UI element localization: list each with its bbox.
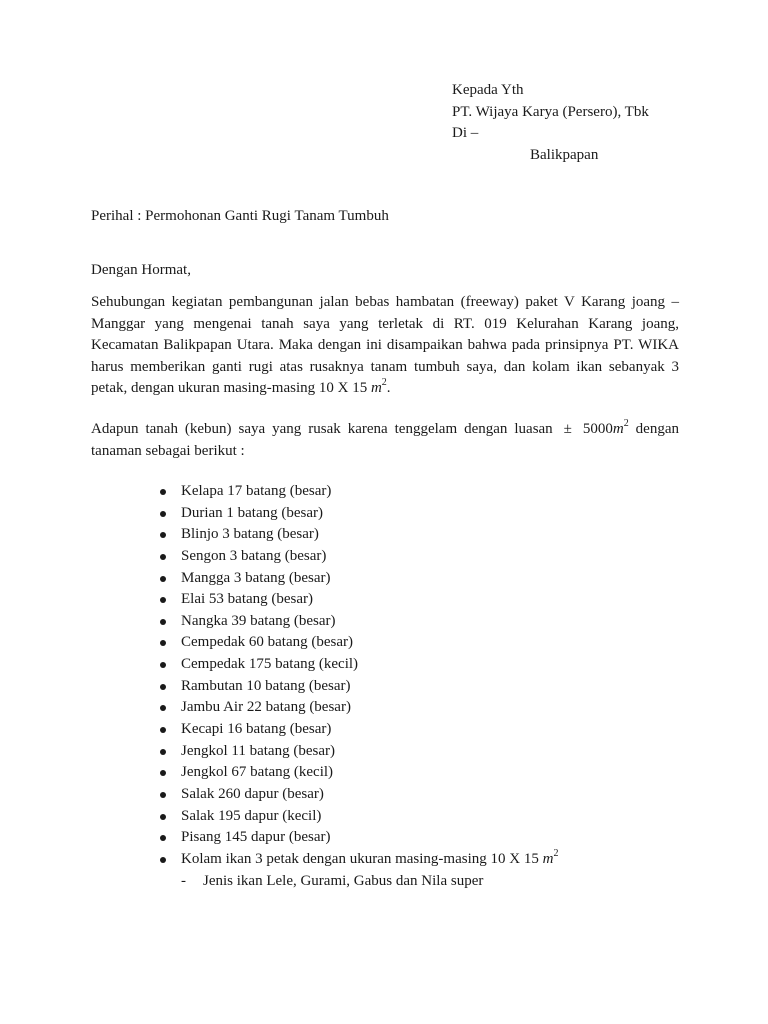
list-item-text: Cempedak 175 batang (kecil) — [181, 656, 359, 673]
list-item — [160, 589, 558, 611]
list-item-text: Pisang 145 dapur (besar) — [181, 829, 331, 846]
list-item-text: Mangga 3 batang (besar) — [181, 569, 331, 586]
list-item — [160, 676, 558, 698]
bullet-icon — [160, 532, 166, 538]
bullet-icon — [160, 857, 166, 863]
paragraph-1-end: . — [386, 380, 391, 396]
list-item-text: Durian 1 batang (besar) — [181, 504, 324, 521]
paragraph-1-exponent: 2 — [381, 377, 387, 388]
letter-greeting: Dengan Hormat, — [91, 262, 191, 278]
list-item-text: Jengkol 11 batang (besar) — [181, 742, 335, 759]
addressee-di: Di – — [452, 125, 479, 141]
list-item-text: Salak 260 dapur (besar) — [181, 785, 324, 802]
paragraph-2-area: 5000 — [582, 421, 613, 437]
plant-list — [160, 481, 558, 871]
list-item — [160, 546, 558, 568]
addressee-company: PT. Wijaya Karya (Persero), Tbk — [452, 103, 649, 120]
list-item-text: Jambu Air 22 batang (besar) — [181, 699, 351, 716]
paragraph-1 — [91, 292, 679, 400]
plus-minus-symbol: ± — [563, 421, 572, 437]
bullet-icon — [160, 597, 166, 603]
bullet-icon — [160, 814, 166, 820]
list-item-text: Salak 195 dapur (kecil) — [181, 807, 322, 824]
letter-subject: Perihal : Permohonan Ganti Rugi Tanam Tumbuh — [91, 208, 389, 224]
bullet-icon — [160, 489, 166, 495]
addressee-city: Balikpapan — [530, 146, 599, 163]
list-item-text: Kecapi 16 batang (besar) — [181, 721, 332, 738]
list-item — [160, 784, 558, 806]
list-item — [160, 827, 558, 849]
paragraph-2-text-after: dengan tanaman sebagai berikut : — [91, 421, 679, 459]
paragraph-1-text: Sehubungan kegiatan pembangunan jalan bebas hambatan (freeway) paket V Karang joang – Manggar yang mengenai tanah saya yang terletak di RT. 019 Kelurahan Karang joang, Kecamatan Balikpapan Utara. Maka dengan ini disampaikan bahwa pada prinsipnya PT. WIKA harus memberikan ganti rugi atas rusaknya tanam tumbuh saya, dan kolam ikan sebanyak 3 petak, dengan ukuran masing-masing 10 X 15 — [91, 294, 679, 396]
list-item — [160, 654, 558, 676]
bullet-icon — [160, 792, 166, 798]
list-item-text: Kelapa 17 batang (besar) — [181, 483, 332, 499]
list-item — [160, 503, 558, 525]
list-item-text: Nangka 39 batang (besar) — [181, 612, 336, 629]
bullet-icon — [160, 770, 166, 776]
addressee-salutation: Kepada Yth — [452, 82, 524, 98]
fish-types-text: Jenis ikan Lele, Gurami, Gabus dan Nila super — [203, 873, 484, 889]
bullet-icon — [160, 619, 166, 625]
list-item — [160, 762, 558, 784]
list-item-text: Kolam ikan 3 petak dengan ukuran masing-masing 10 X 15 — [181, 850, 539, 867]
list-item-text: Elai 53 batang (besar) — [181, 591, 314, 608]
bullet-icon — [160, 662, 166, 668]
bullet-icon — [160, 684, 166, 690]
bullet-icon — [160, 727, 166, 733]
list-item-text: Sengon 3 batang (besar) — [181, 547, 327, 564]
paragraph-1-unit: m — [370, 380, 382, 396]
bullet-icon — [160, 576, 166, 582]
list-item — [160, 806, 558, 828]
addressee-block — [452, 80, 649, 166]
fish-types-subitem — [181, 871, 483, 893]
list-item — [160, 697, 558, 719]
bullet-icon — [160, 640, 166, 646]
list-item-text: Jengkol 67 batang (kecil) — [181, 764, 334, 781]
list-item — [160, 719, 558, 741]
list-item — [160, 568, 558, 590]
bullet-icon — [160, 554, 166, 560]
list-item-fish-pond — [160, 849, 558, 871]
list-item-exponent: 2 — [553, 847, 559, 859]
list-item-text: Blinjo 3 batang (besar) — [181, 526, 319, 543]
list-item — [160, 632, 558, 654]
list-item-text: Cempedak 60 batang (besar) — [181, 634, 354, 651]
bullet-icon — [160, 705, 166, 711]
bullet-icon — [160, 749, 166, 755]
bullet-icon — [160, 511, 166, 517]
list-item-unit: m — [542, 850, 554, 867]
paragraph-2-text-before: Adapun tanah (kebun) saya yang rusak karena tenggelam dengan luasan — [91, 421, 553, 437]
list-item — [160, 611, 558, 633]
list-item — [160, 741, 558, 763]
bullet-icon — [160, 835, 166, 841]
paragraph-2-exponent: 2 — [623, 418, 629, 429]
list-item-text: Rambutan 10 batang (besar) — [181, 677, 351, 694]
list-item — [160, 524, 558, 546]
dash-bullet: - — [181, 873, 186, 889]
paragraph-2 — [91, 419, 679, 462]
paragraph-2-unit: m — [612, 421, 624, 437]
list-item — [160, 481, 558, 503]
